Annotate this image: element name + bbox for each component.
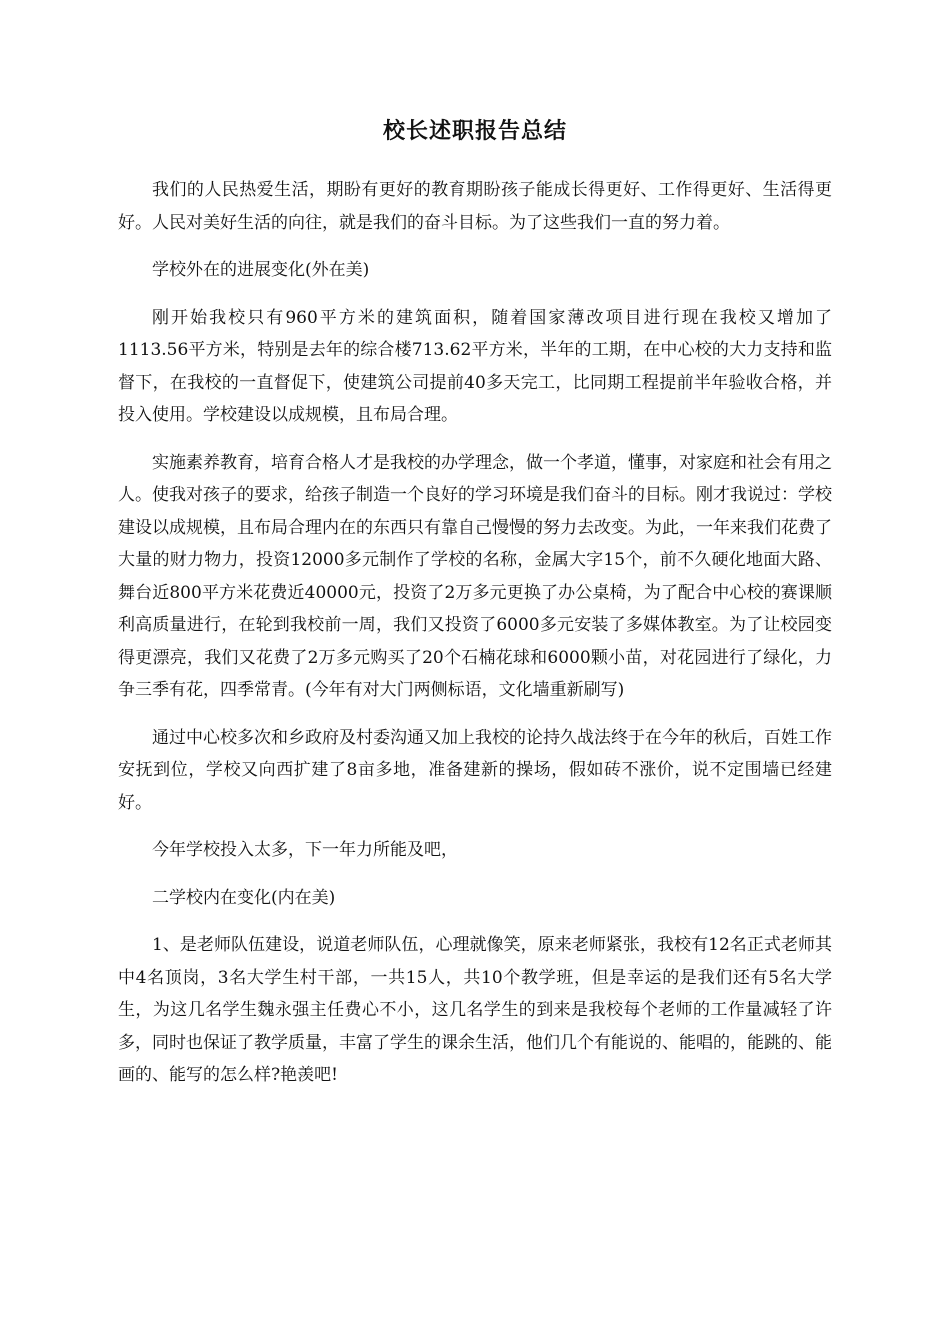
- paragraph-building-area: 刚开始我校只有960平方米的建筑面积，随着国家薄改项目进行现在我校又增加了1113.56平方米，特别是去年的综合楼713.62平方米，半年的工期，在中心校的大力支持和监督下，在我校的一直督促下，使建筑公司提前40多天完工，比同期工程提前半年验收合格，并投入使用。学校建设以成规模，且布局合理。: [118, 307, 832, 425]
- paragraph-intro: 我们的人民热爱生活，期盼有更好的教育期盼孩子能成长得更好、工作得更好、生活得更好。人民对美好生活的向往，就是我们的奋斗目标。为了这些我们一直的努力着。: [118, 180, 832, 233]
- paragraph-teacher-team: 1、是老师队伍建设，说道老师队伍，心理就像笑，原来老师紧张，我校有12名正式老师其中4名顶岗，3名大学生村干部，一共15人，共10个教学班，但是幸运的是我们还有5名大学生，为这几名学生魏永强主任费心不小，这几名学生的到来是我校每个老师的工作量减轻了许多，同时也保证了教学质量，丰富了学生的课余生活，他们几个有能说的、能唱的，能跳的、能画的、能写的怎么样?艳羡吧!: [118, 935, 832, 1085]
- document-title: 校长述职报告总结: [382, 119, 567, 144]
- paragraph-expansion: 通过中心校多次和乡政府及村委沟通又加上我校的论持久战法终于在今年的秋后，百姓工作安抚到位，学校又向西扩建了8亩多地，准备建新的操场，假如砖不涨价，说不定围墙已经建好。: [118, 727, 832, 813]
- heading-external-changes: 学校外在的进展变化(外在美): [152, 260, 370, 280]
- paragraph-next-year: 今年学校投入太多，下一年力所能及吧，: [152, 840, 458, 860]
- paragraph-quality-education: 实施素养教育，培育合格人才是我校的办学理念，做一个孝道，懂事，对家庭和社会有用之人。使我对孩子的要求，给孩子制造一个良好的学习环境是我们奋斗的目标。刚才我说过：学校建设以成规模，且布局合理内在的东西只有靠自己慢慢的努力去改变。为此，一年来我们花费了大量的财力物力，投资12000多元制作了学校的名称，金属大字15个，前不久硬化地面大路、舞台近800平方米花费近40000元，投资了2万多元更换了办公桌椅，为了配合中心校的赛课顺利高质量进行，在轮到我校前一周，我们又投资了6000多元安装了多媒体教室。为了让校园变得更漂亮，我们又花费了2万多元购买了20个石楠花球和6000颗小苗，对花园进行了绿化，力争三季有花，四季常青。(今年有对大门两侧标语，文化墙重新刷写): [118, 452, 832, 700]
- heading-internal-changes: 二学校内在变化(内在美): [152, 887, 336, 908]
